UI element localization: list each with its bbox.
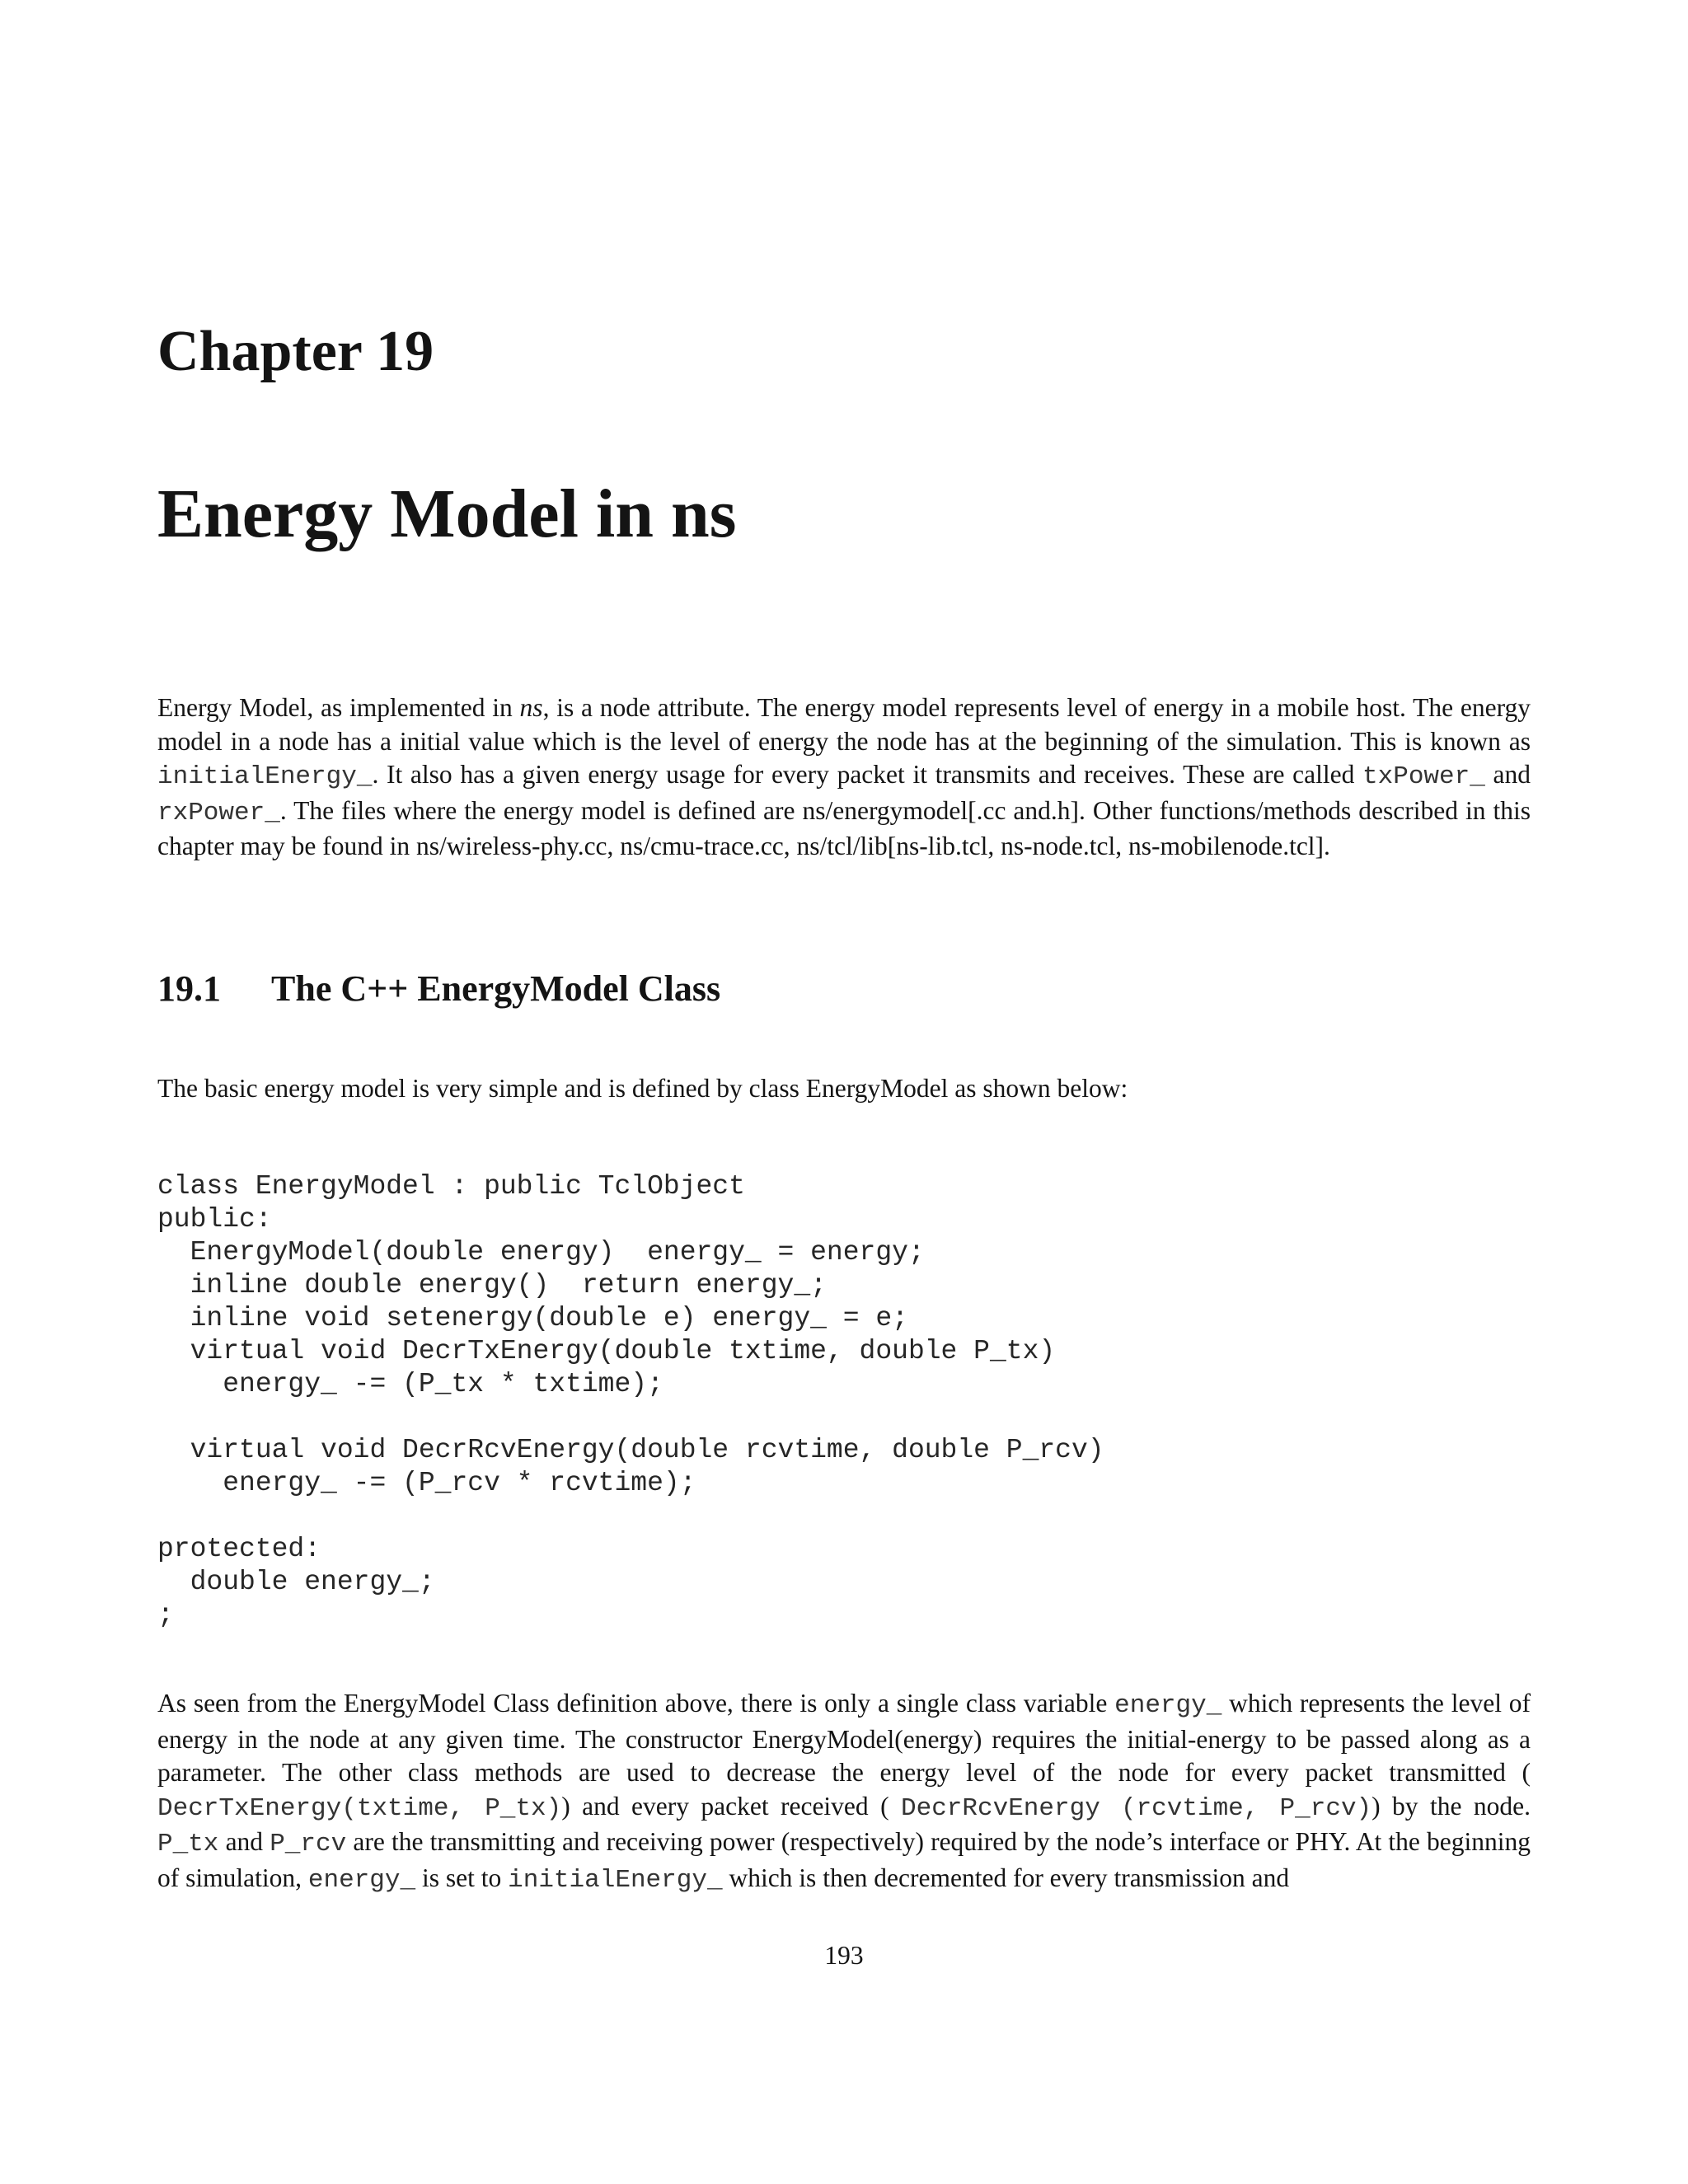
class-explanation-paragraph — [157, 1687, 1531, 1897]
chapter-title: Energy Model in ns — [157, 476, 737, 552]
rx-power-code: rxPower_ — [157, 798, 280, 827]
code-line: inline void setenergy(double e) energy_ = e; — [157, 1303, 908, 1333]
decr-rcv-energy-code: DecrRcvEnergy (rcvtime, P_rcv) — [900, 1793, 1372, 1823]
initial-energy-code: initialEnergy_ — [157, 762, 373, 791]
energy-variable-code-2: energy_ — [307, 1865, 416, 1895]
intro-ns-emphasis: ns — [519, 693, 543, 722]
intro-text-2: , is a node attribute. The energy model represents level of energy in a mobile host. The energy model in a node has a initial value which is the level of energy the node has at the beginning of the simulation. This is known as — [157, 693, 1531, 756]
intro-text-5: . The files where the energy model is defined are ns/energymodel[.cc and.h]. Other functions/methods described in this chapter may be found in ns/wireless-phy.cc, ns/cmu-trace.cc, ns/tcl/lib[ns-lib.tcl, ns-node.tcl, ns-mobilenode.tcl]. — [157, 795, 1531, 860]
explanation-text-2: which represents the level of energy in the node at any given time. The constructor EnergyModel(energy) requires the initial-energy to be passed along as a parameter. The other class methods are used to decrease the energy level of the node for every packet transmitted ( — [157, 1689, 1531, 1787]
page-number: 193 — [824, 1941, 864, 1970]
chapter-label: Chapter 19 — [157, 320, 434, 383]
code-line: double energy_; — [157, 1567, 435, 1597]
explanation-text-8: which is then decremented for every transmission and — [722, 1863, 1290, 1892]
decr-tx-energy-code: DecrTxEnergy(txtime, P_tx) — [157, 1793, 562, 1823]
tx-power-code: txPower_ — [1362, 762, 1485, 791]
intro-text-4: and — [1484, 760, 1531, 789]
energy-variable-code: energy_ — [1114, 1691, 1222, 1720]
intro-paragraph — [157, 691, 1531, 864]
explanation-text-1: As seen from the EnergyModel Class definition above, there is only a single class variable — [157, 1689, 1115, 1718]
intro-text-1: Energy Model, as implemented in — [157, 693, 520, 722]
section-title: The C++ EnergyModel Class — [271, 968, 721, 1009]
p-rcv-code: P_rcv — [270, 1830, 347, 1858]
code-line: public: — [157, 1204, 272, 1235]
section-heading — [157, 968, 721, 1009]
explanation-text-3: ) and every packet received ( — [561, 1791, 901, 1821]
code-line: ; — [157, 1600, 174, 1630]
code-line: virtual void DecrRcvEnergy(double rcvtime, double P_rcv) — [157, 1435, 1104, 1465]
basic-model-paragraph: The basic energy model is very simple and is defined by class EnergyModel as shown below: — [157, 1074, 1128, 1103]
explanation-text-6: are the transmitting and receiving power (respectively) required by the node’s interface or PHY. At the beginning of simulation, — [157, 1827, 1531, 1892]
section-number: 19.1 — [157, 968, 221, 1009]
code-line: energy_ -= (P_rcv * rcvtime); — [157, 1468, 696, 1498]
initial-energy-code-2: initialEnergy_ — [508, 1865, 723, 1895]
p-tx-code: P_tx — [157, 1830, 219, 1858]
code-line: protected: — [157, 1534, 321, 1564]
code-line: energy_ -= (P_tx * txtime); — [157, 1369, 663, 1399]
code-line: EnergyModel(double energy) energy_ = energy; — [157, 1237, 925, 1268]
code-line: virtual void DecrTxEnergy(double txtime, double P_tx) — [157, 1336, 1056, 1366]
code-line: class EnergyModel : public TclObject — [157, 1171, 745, 1202]
explanation-text-5: and — [218, 1827, 270, 1856]
code-line: inline double energy() return energy_; — [157, 1270, 827, 1301]
explanation-text-4: ) by the node. — [1372, 1791, 1531, 1821]
code-line — [157, 1401, 1104, 1434]
code-listing — [157, 1170, 1104, 1632]
code-line — [157, 1500, 1104, 1533]
intro-text-3: . It also has a given energy usage for every packet it transmits and receives. These are called — [372, 760, 1363, 789]
explanation-text-7: is set to — [415, 1863, 509, 1892]
